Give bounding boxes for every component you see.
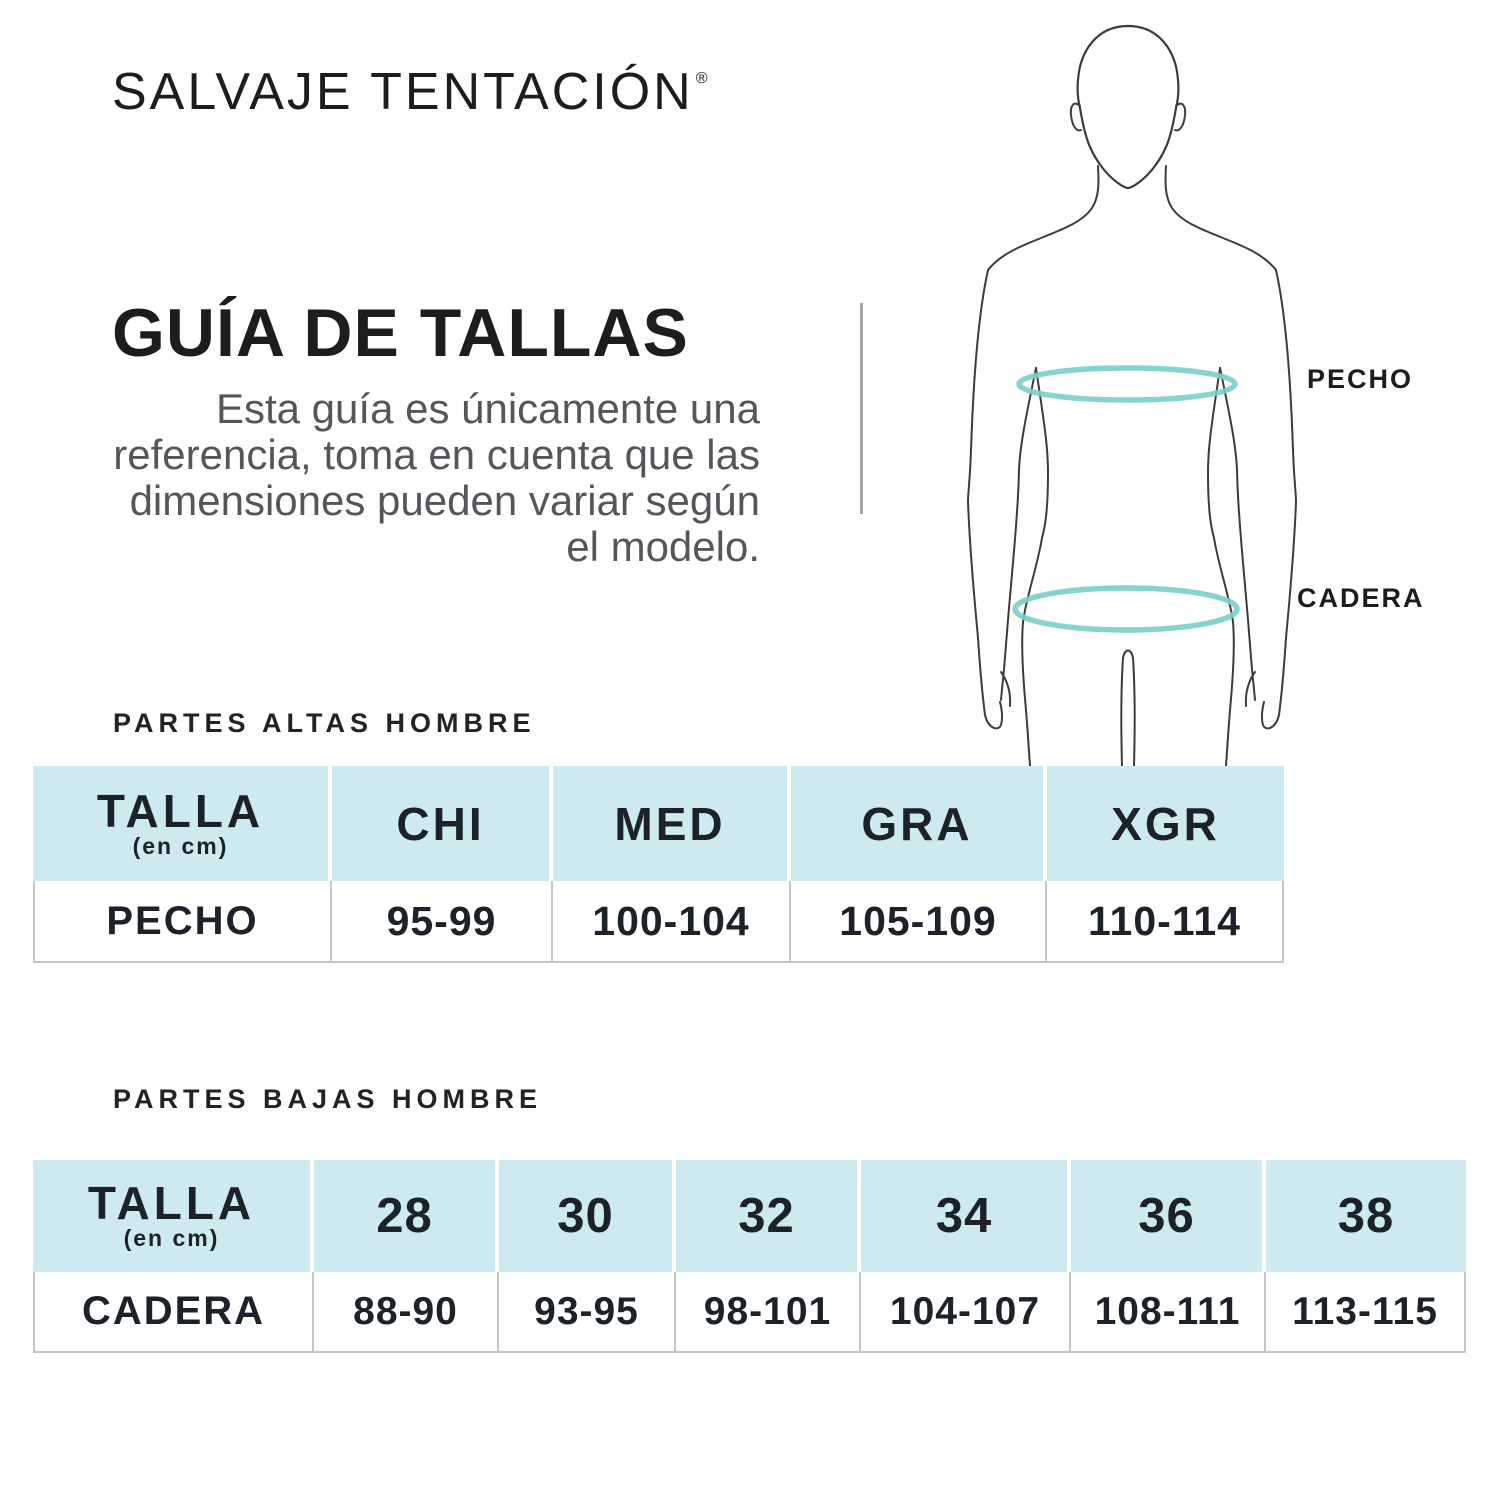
size-range-value: 110-114 <box>1088 897 1241 944</box>
description-line: dimensiones pueden variar según <box>129 477 760 524</box>
header-cell-size <box>1047 766 1284 881</box>
size-range-value: 113-115 <box>1292 1289 1438 1333</box>
size-range-value: 93-95 <box>534 1289 639 1333</box>
value-cell <box>314 1272 499 1351</box>
talla-label: TALLA <box>87 1177 256 1229</box>
header-cell-size <box>314 1160 499 1272</box>
row-label-cell <box>35 881 332 961</box>
value-cell <box>676 1272 861 1351</box>
chest-measure-band <box>1019 368 1235 400</box>
value-cell <box>553 881 791 961</box>
talla-unit: (en cm) <box>123 1225 220 1251</box>
value-cell <box>861 1272 1071 1351</box>
size-range-value: 100-104 <box>592 897 750 944</box>
value-cell <box>1047 881 1282 961</box>
size-column-label: 34 <box>935 1189 993 1243</box>
value-cell <box>791 881 1047 961</box>
size-column-label: 28 <box>376 1189 433 1243</box>
size-column-label: XGR <box>1111 797 1220 850</box>
size-column-label: 38 <box>1337 1189 1395 1243</box>
lower-table-header-row <box>33 1160 1466 1272</box>
chest-measure-label: PECHO <box>1307 364 1414 394</box>
upper-table-section-title: PARTES ALTAS HOMBRE <box>113 708 536 738</box>
size-range-value: 98-101 <box>703 1289 832 1333</box>
talla-unit: (en cm) <box>132 832 229 859</box>
upper-table-data-row <box>33 881 1284 963</box>
description-line: referencia, toma en cuenta que las <box>113 431 760 478</box>
header-cell-size <box>332 766 553 881</box>
size-range-value: 104-107 <box>889 1289 1041 1333</box>
header-cell-size <box>499 1160 676 1272</box>
header-cell-size <box>676 1160 861 1272</box>
lower-table-data-row <box>33 1272 1466 1353</box>
brand-name: SALVAJE TENTACIÓN <box>112 63 694 121</box>
size-column-label: 30 <box>557 1189 614 1243</box>
size-column-label: GRA <box>861 797 973 850</box>
talla-label: TALLA <box>96 784 265 837</box>
header-cell-talla <box>33 1160 314 1272</box>
header-cell-size <box>861 1160 1071 1272</box>
value-cell <box>332 881 553 961</box>
value-cell <box>1266 1272 1464 1351</box>
header-cell-size <box>1266 1160 1466 1272</box>
head-outline <box>1078 26 1179 188</box>
registered-trademark-symbol: ® <box>695 70 708 87</box>
header-cell-talla <box>33 766 332 881</box>
size-column-label: CHI <box>396 797 485 850</box>
brand-logo <box>112 62 706 122</box>
vertical-divider <box>860 303 863 514</box>
guide-description <box>58 386 760 570</box>
value-cell <box>1071 1272 1266 1351</box>
measure-row-label: CADERA <box>81 1289 266 1333</box>
upper-sizes-table <box>33 766 1284 963</box>
hip-measure-band <box>1015 588 1237 630</box>
page-title: GUÍA DE TALLAS <box>112 295 689 371</box>
size-range-value: 105-109 <box>839 897 997 944</box>
lower-table-section-title: PARTES BAJAS HOMBRE <box>113 1084 543 1114</box>
size-range-value: 95-99 <box>386 897 497 944</box>
size-column-label: MED <box>614 797 726 850</box>
row-label-cell <box>35 1272 314 1351</box>
left-torso-leg-outline <box>1022 368 1048 766</box>
measure-row-label: PECHO <box>106 898 259 943</box>
right-inner-arm-outline <box>1220 368 1255 700</box>
size-column-label: 32 <box>738 1189 795 1243</box>
hip-measure-label: CADERA <box>1297 583 1425 613</box>
left-inner-arm-outline <box>1001 368 1036 700</box>
upper-table-header-row <box>33 766 1284 881</box>
right-neck-arm-outline <box>1166 166 1296 728</box>
header-cell-size <box>791 766 1047 881</box>
right-torso-leg-outline <box>1208 368 1234 766</box>
value-cell <box>499 1272 676 1351</box>
header-cell-size <box>553 766 791 881</box>
lower-sizes-table <box>33 1160 1466 1353</box>
male-body-diagram <box>930 20 1340 766</box>
inseam-line <box>1121 651 1134 767</box>
size-range-value: 88-90 <box>353 1289 458 1333</box>
description-line: el modelo. <box>566 523 760 570</box>
left-neck-arm-outline <box>968 166 1098 728</box>
header-cell-size <box>1071 1160 1266 1272</box>
size-column-label: 36 <box>1138 1189 1195 1243</box>
size-range-value: 108-111 <box>1094 1289 1241 1333</box>
description-line: Esta guía es únicamente una <box>215 385 760 432</box>
